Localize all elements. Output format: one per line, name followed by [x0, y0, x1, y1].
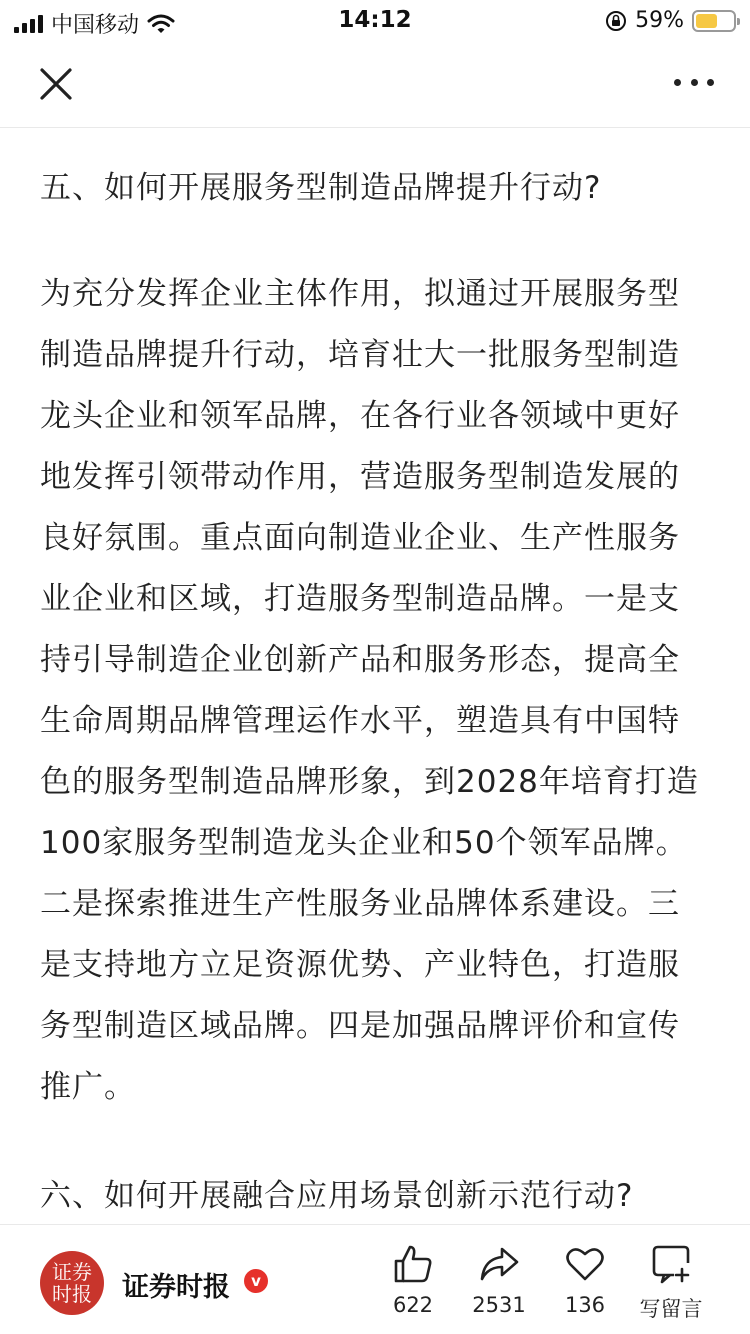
bottom-bar — [0, 1224, 750, 1334]
more-icon-dot — [674, 79, 681, 86]
source-logo[interactable] — [40, 1251, 104, 1315]
section-paragraph-5: 为充分发挥企业主体作用，拟通过开展服务型制造品牌提升行动，培育壮大一批服务型制造龙头企业和领军品牌，在各行业各领域中更好地发挥引领带动作用，营造服务型制造发展的良好氛围。重点面向制造业企业、生产性服务业企业和区域，打造服务型制造品牌。一是支持引导制造企业创新产品和服务形态，提高全生命周期品牌管理运作水平，塑造具有中国特色的服务型制造品牌形象，到2028年培育打造100家服务型制造龙头企业和50个领军品牌。二是探索推进生产性服务业品牌体系建设。三是支持地方立足资源优势、产业特色，打造服务型制造区域品牌。四是加强品牌评价和宣传推广。 — [40, 276, 699, 1105]
comment-button[interactable] — [626, 1243, 716, 1323]
orientation-lock-icon — [605, 10, 627, 32]
share-arrow-icon — [478, 1243, 520, 1285]
like-button[interactable] — [368, 1243, 458, 1317]
favorite-count: 136 — [564, 1293, 606, 1317]
battery-percent: 59% — [635, 8, 684, 33]
status-time: 14:12 — [338, 7, 412, 33]
article-body — [40, 128, 710, 1224]
close-icon — [36, 64, 76, 104]
section-heading-5: 五、如何开展服务型制造品牌提升行动? — [40, 170, 602, 206]
section-heading-6: 六、如何开展融合应用场景创新示范行动? — [40, 1178, 634, 1214]
verified-badge: v — [244, 1269, 268, 1293]
more-button[interactable] — [674, 70, 714, 94]
comment-icon — [650, 1243, 692, 1285]
battery-icon — [692, 10, 736, 32]
favorite-button[interactable] — [540, 1243, 630, 1317]
thumbs-up-icon — [392, 1243, 434, 1285]
comment-label: 写留言 — [639, 1297, 703, 1321]
share-count: 2531 — [472, 1293, 526, 1317]
share-button[interactable] — [454, 1243, 544, 1317]
more-icon-dot — [707, 79, 714, 86]
heart-icon — [564, 1243, 606, 1285]
carrier-name: 中国移动 — [51, 13, 140, 38]
like-count: 622 — [392, 1293, 434, 1317]
status-right — [605, 8, 736, 33]
nav-bar — [0, 40, 750, 128]
more-icon-dot — [691, 79, 698, 86]
close-button[interactable] — [36, 64, 76, 104]
source-logo-text: 证券时报 — [52, 1260, 92, 1306]
source-name[interactable]: 证券时报 — [122, 1272, 230, 1303]
status-bar — [0, 0, 750, 40]
